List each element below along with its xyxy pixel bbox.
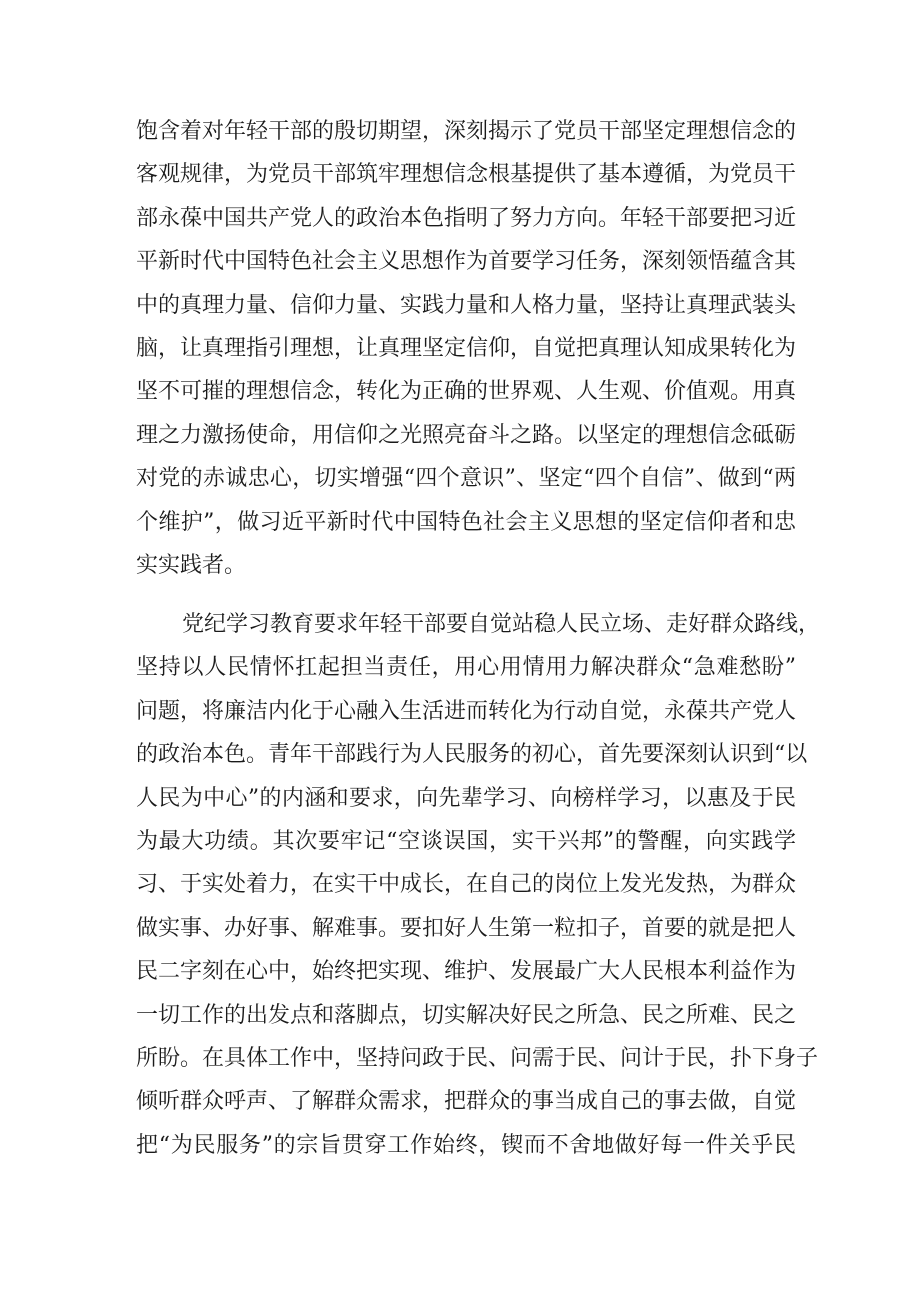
text-line: 的政治本色。青年干部践行为人民服务的初心，首先要深刻认识到“以	[136, 742, 808, 768]
text-line: 中的真理力量、信仰力量、实践力量和人格力量，坚持让真理武装头	[136, 292, 797, 318]
text-line: 为最大功绩。其次要牢记“空谈误国，实干兴邦”的警醒，向实践学	[136, 828, 796, 854]
text-line: 民二字刻在心中，始终把实现、维护、发展最广大人民根本利益作为	[136, 959, 797, 985]
text-line: 实实践者。	[136, 552, 247, 578]
text-line: 个维护”，做习近平新时代中国特色社会主义思想的坚定信仰者和忠	[136, 509, 796, 535]
text-line: 把“为民服务”的宗旨贯穿工作始终，锲而不舍地做好每一件关乎民	[136, 1132, 796, 1158]
text-line: 坚不可摧的理想信念，转化为正确的世界观、人生观、价值观。用真	[136, 379, 797, 405]
text-line: 理之力激扬使命，用信仰之光照亮奋斗之路。以坚定的理想信念砥砺	[136, 422, 797, 448]
paragraph-2	[136, 603, 821, 1167]
text-line: 平新时代中国特色社会主义思想作为首要学习任务，深刻领悟蕴含其	[136, 249, 797, 275]
text-line: 所盼。在具体工作中，坚持问政于民、问需于民、问计于民，扑下身子	[136, 1045, 819, 1071]
paragraph-1	[136, 110, 796, 587]
text-line: 一切工作的出发点和落脚点，切实解决好民之所急、民之所难、民之	[136, 1002, 797, 1028]
text-line: 习、于实处着力，在实干中成长，在自己的岗位上发光发热，为群众	[136, 872, 797, 898]
text-line: 问题，将廉洁内化于心融入生活进而转化为行动自觉，永葆共产党人	[136, 698, 797, 724]
text-line: 脑，让真理指引理想，让真理坚定信仰，自觉把真理认知成果转化为	[136, 335, 797, 361]
text-line: 党纪学习教育要求年轻干部要自觉站稳人民立场、走好群众路线，	[182, 612, 821, 637]
text-line: 部永葆中国共产党人的政治本色指明了努力方向。年轻干部要把习近	[136, 205, 797, 231]
text-line: 做实事、办好事、解难事。要扣好人生第一粒扣子，首要的就是把人	[136, 915, 797, 941]
text-line: 饱含着对年轻干部的殷切期望，深刻揭示了党员干部坚定理想信念的	[136, 119, 797, 144]
text-line: 坚持以人民情怀扛起担当责任，用心用情用力解决群众“急难愁盼”	[136, 655, 796, 681]
text-line: 倾听群众呼声、了解群众需求，把群众的事当成自己的事去做，自觉	[136, 1089, 797, 1115]
text-line: 人民为中心”的内涵和要求，向先辈学习、向榜样学习，以惠及于民	[136, 785, 796, 811]
text-line: 对党的赤诚忠心，切实增强“四个意识”、坚定“四个自信”、做到“两	[136, 466, 796, 492]
text-line: 客观规律，为党员干部筑牢理想信念根基提供了基本遵循，为党员干	[136, 162, 797, 188]
